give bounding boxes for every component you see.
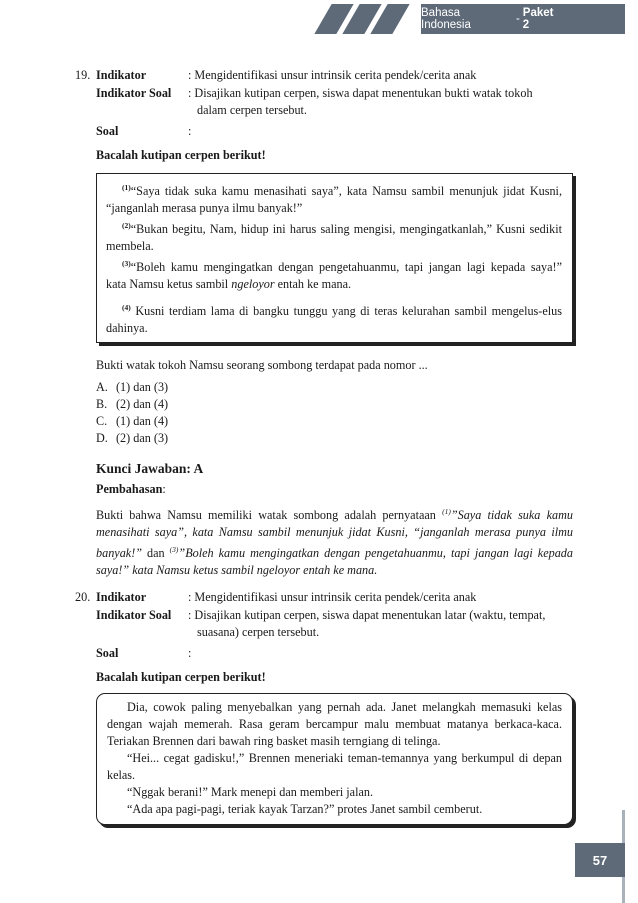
indikator-soal-row	[75, 85, 573, 119]
soal-colon: :	[188, 646, 192, 660]
soal-colon: :	[188, 124, 192, 138]
excerpt-paragraph: $^{(1)}$“Saya tidak suka kamu menasihati saya”, kata Namsu sambil menunjuk jidat Kusni, “janganlah merasa punya ilmu banyak!”	[106, 183, 562, 215]
discussion-label: Pembahasan:	[96, 482, 166, 496]
indikator-row	[75, 589, 573, 606]
header-title	[421, 4, 625, 34]
indikator-row	[75, 67, 573, 84]
page-number: 57	[575, 843, 625, 877]
soal-label: Soal	[96, 124, 119, 138]
option-a: A. (1) dan (3)	[96, 380, 169, 394]
excerpt-paragraph: $^{(4)}$ Kusni terdiam lama di bangku tunggu yang di teras kelurahan sambil mengelus-elus dahinya.	[106, 303, 562, 335]
option-d: D. (2) dan (3)	[96, 431, 169, 445]
question-text: Bukti watak tokoh Namsu seorang sombong terdapat pada nomor ...	[96, 358, 428, 372]
indikator-soal-label: Indikator Soal	[96, 608, 172, 622]
indikator-label: Indikator	[96, 590, 147, 604]
excerpt-paragraph: “Hei... cegat gadisku!,” Brennen meneriaki teman-temannya yang berkumpul di depan kelas.	[107, 751, 562, 782]
instruction: Bacalah kutipan cerpen berikut!	[96, 148, 266, 162]
soal-label: Soal	[96, 646, 119, 660]
discussion-text: Bukti bahwa Namsu memiliki watak sombong adalah pernyataan $^{(1)}$”Saya tidak suka kamu menasihati saya”, kata Namsu sambil menunjuk jidat Kusni, “janganlah merasa punya ilmu banyak!” dan $^{(3)}$”Boleh kamu mengingatkan dengan pengetahuanmu, tapi jangan lagi kepada saya!” kata Namsu ketus sambil ngeloyor entah ke mana.	[96, 507, 574, 577]
excerpt-paragraph: $^{(3)}$“Boleh kamu mengingatkan dengan pengetahuanmu, tapi jangan lagi kepada saya!” kata Namsu ketus sambil ngeloyor entah ke mana.	[106, 259, 562, 291]
indikator-label: Indikator	[96, 68, 147, 82]
soal-row	[75, 645, 573, 662]
indikator-soal-text: : Disajikan kutipan cerpen, siswa dapat menentukan latar (waktu, tempat, suasana) cerpen tersebut.	[188, 608, 546, 639]
indikator-soal-row	[75, 607, 573, 641]
story-excerpt-box	[96, 693, 573, 825]
header-band	[313, 4, 625, 34]
option-b: B. (2) dan (4)	[96, 397, 169, 411]
answer-key: Kunci Jawaban: A	[96, 461, 204, 476]
story-excerpt-box	[96, 173, 573, 343]
page-edge-line	[622, 810, 625, 843]
indikator-text: : Mengidentifikasi unsur intrinsik cerita pendek/cerita anak	[188, 590, 477, 604]
excerpt-paragraph: $^{(2)}$“Bukan begitu, Nam, hidup ini harus saling mengisi, mengingatkanlah,” Kusni sedikit membela.	[106, 221, 562, 253]
indikator-soal-label: Indikator Soal	[96, 86, 172, 100]
soal-row	[75, 123, 573, 140]
header-separator: -	[515, 13, 520, 25]
page-edge-line	[622, 877, 625, 903]
excerpt-paragraph: “Ada apa pagi-pagi, teriak kayak Tarzan?” protes Janet sambil cemberut.	[127, 802, 483, 816]
header-subject: Bahasa Indonesia	[421, 7, 471, 31]
option-c: C. (1) dan (4)	[96, 414, 169, 428]
question-19	[75, 67, 573, 579]
header-paket: Paket 2	[522, 7, 554, 31]
question-20	[75, 589, 573, 825]
instruction: Bacalah kutipan cerpen berikut!	[96, 670, 266, 684]
options-list	[96, 379, 573, 447]
excerpt-paragraph: “Nggak berani!” Mark menepi dan memberi jalan.	[127, 785, 374, 799]
indikator-text: : Mengidentifikasi unsur intrinsik cerita pendek/cerita anak	[188, 68, 477, 82]
question-number: 19.	[75, 68, 91, 82]
question-number: 20.	[75, 590, 91, 604]
indikator-soal-text: : Disajikan kutipan cerpen, siswa dapat menentukan bukti watak tokoh dalam cerpen tersebut.	[188, 86, 533, 117]
excerpt-paragraph: Dia, cowok paling menyebalkan yang pernah ada. Janet melangkah memasuki kelas dengan wajah memerah. Rasa geram bercampur malu membuat matanya berkaca-kaca. Teriakan Brennen dari bawah ring basket masih terngiang di telinga.	[107, 700, 562, 748]
